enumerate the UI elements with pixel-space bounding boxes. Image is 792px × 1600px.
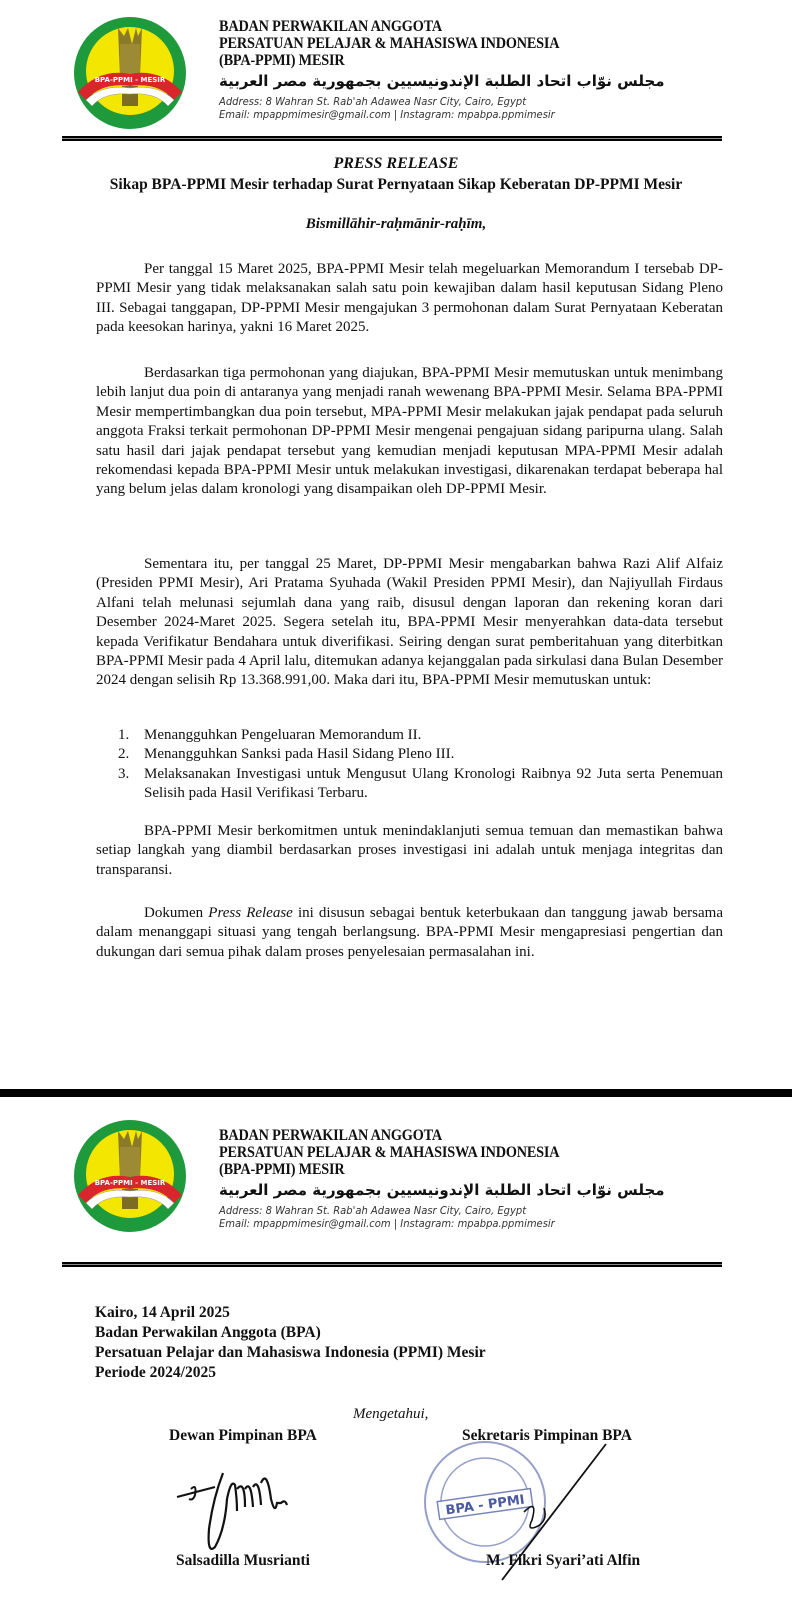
paragraph-5-text: ini disusun sebagai bentuk keterbukaan dan tanggung jawab bersama dalam menanggapi situasi yang tengah berlangsung. BPA-PPMI Mesir mengapresiasi pengertian dan dukungan dari semua pihak dalam proses penyelesaian permasalahan ini. bbox=[96, 905, 724, 960]
organization-logo-icon bbox=[70, 1117, 190, 1235]
paragraph-3: Sementara itu, per tanggal 25 Maret, DP-PPMI Mesir mengabarkan bahwa Razi Alif Alfaiz (Presiden PPMI Mesir), Ari Pratama Syuhada (Wakil Presiden PPMI Mesir), dan Najiyullah Firdaus Alfani telah melunasi sejumlah dana yang raib, disusul dengan laporan dan rekening koran dari Desember 2024-Maret 2025. Segera setelah itu, BPA-PPMI Mesir menyerahkan data-data tersebut kepada Verifikatur Bendahara untuk diverifikasi. Seiring dengan surat pemberitahuan yang diterbitkan BPA-PPMI Mesir pada 4 April lalu, ditemukan adanya kejanggalan pada sirkulasi dana Bulan Desember 2024 dengan selisih Rp 13.368.991,00. Maka dari itu, BPA-PPMI Mesir memutuskan untuk: bbox=[96, 556, 723, 689]
paragraph-4: BPA-PPMI Mesir berkomitmen untuk menindaklanjuti semua temuan dan memastikan bahwa setiap langkah yang diambil berdasarkan proses investigasi ini adalah untuk menjaga integritas dan transparansi. bbox=[96, 823, 723, 878]
letterhead-org-line-2: PERSATUAN PELAJAR & MAHASISWA INDONESIA bbox=[219, 1144, 560, 1161]
signatory-name-right: M. Fikri Syari’ati Alfin bbox=[486, 1552, 641, 1569]
closing-period: Periode 2024/2025 bbox=[95, 1364, 216, 1381]
closing-org: Badan Perwakilan Anggota (BPA) bbox=[95, 1324, 321, 1341]
signatory-title-right: Sekretaris Pimpinan BPA bbox=[462, 1427, 632, 1444]
press-release-title: PRESS RELEASE bbox=[333, 155, 459, 172]
paragraph-2: Berdasarkan tiga permohonan yang diajukan, BPA-PPMI Mesir memutuskan untuk menimbang lebih lanjut dua poin di antaranya yang menjadi ranah wewenang BPA-PPMI Mesir. Selama BPA-PPMI Mesir mempertimbangkan dua poin tersebut, MPA-PPMI Mesir melakukan jajak pendapat pada seluruh anggota Fraksi terkait permohonan DP-PPMI Mesir mengenai pengajuan sidang paripurna ulang. Salah satu hasil dari jajak pendapat tersebut yang kemudian menjadi keputusan MPA-PPMI Mesir adalah rekomendasi kepada BPA-PPMI Mesir untuk melakukan investigasi, dikarenakan terdapat beberapa hal yang belum jelas dalam kronologi yang disampaikan oleh DP-PPMI Mesir. bbox=[96, 365, 723, 498]
paragraph-1: Per tanggal 15 Maret 2025, BPA-PPMI Mesir telah megeluarkan Memorandum I tersebab DP-PPMI Mesir yang tidak melaksanakan salah satu poin kewajiban dalam hasil keputusan Sidang Pleno III. Sebagai tanggapan, DP-PPMI Mesir mengajukan 3 permohonan dalam Surat Pernyataan Keberatan pada keesokan harinya, yakni 16 Maret 2025. bbox=[96, 261, 723, 336]
letterhead-arabic-name: مجلس نوّاب اتحاد الطلبة الإندونيسيين بجمهورية مصر العربية bbox=[219, 1181, 665, 1199]
signatory-title-left: Dewan Pimpinan BPA bbox=[169, 1427, 317, 1444]
paragraph-5 bbox=[96, 904, 723, 962]
letterhead-address: Address: 8 Wahran St. Rab'ah Adawea Nasr City, Cairo, Egypt bbox=[219, 96, 527, 108]
document-page-2 bbox=[0, 1097, 792, 1600]
decision-item bbox=[96, 765, 723, 804]
basmalah: Bismillāhir-raḥmānir-raḥīm, bbox=[305, 216, 487, 232]
letterhead-divider bbox=[62, 1262, 722, 1267]
press-release-subtitle: Sikap BPA-PPMI Mesir terhadap Surat Pernyataan Sikap Keberatan DP-PPMI Mesir bbox=[109, 176, 683, 193]
decision-number: 1. bbox=[118, 727, 130, 743]
decision-list bbox=[96, 726, 723, 804]
signature-left-icon bbox=[175, 1459, 325, 1559]
letterhead-divider bbox=[62, 136, 722, 141]
paragraph-5-text: Dokumen bbox=[144, 905, 209, 921]
organization-logo-icon bbox=[70, 14, 190, 132]
closing-place-date: Kairo, 14 April 2025 bbox=[95, 1304, 230, 1321]
letterhead-address: Address: 8 Wahran St. Rab'ah Adawea Nasr City, Cairo, Egypt bbox=[219, 1205, 527, 1217]
letterhead bbox=[0, 0, 792, 140]
decision-item bbox=[96, 745, 723, 764]
decision-text: Melaksanakan Investigasi untuk Mengusut Ulang Kronologi Raibnya 92 Juta serta Penemuan Selisih pada Hasil Verifikasi Terbaru. bbox=[144, 765, 723, 802]
letterhead bbox=[0, 1097, 792, 1237]
decision-text: Menangguhkan Pengeluaran Memorandum II. bbox=[144, 727, 422, 743]
letterhead-org-line-2: PERSATUAN PELAJAR & MAHASISWA INDONESIA bbox=[219, 35, 560, 52]
letterhead-arabic-name: مجلس نوّاب اتحاد الطلبة الإندونيسيين بجمهورية مصر العربية bbox=[219, 72, 665, 90]
letterhead-org-line-3: (BPA-PPMI) MESIR bbox=[219, 52, 345, 69]
closing-block bbox=[95, 1303, 486, 1383]
letterhead-contact: Email: mpappmimesir@gmail.com | Instagram: mpabpa.ppmimesir bbox=[219, 1218, 555, 1230]
letterhead-org-line-3: (BPA-PPMI) MESIR bbox=[219, 1161, 345, 1178]
closing-org-full: Persatuan Pelajar dan Mahasiswa Indonesia (PPMI) Mesir bbox=[95, 1344, 486, 1361]
decision-number: 2. bbox=[118, 746, 130, 763]
letterhead-org-line-1: BADAN PERWAKILAN ANGGOTA bbox=[219, 1127, 442, 1144]
acknowledged-label: Mengetahui, bbox=[353, 1406, 429, 1422]
svg-text:BPA-PPMI - MESIR: BPA-PPMI - MESIR bbox=[94, 1179, 166, 1187]
decision-text: Menangguhkan Sanksi pada Hasil Sidang Pleno III. bbox=[144, 746, 455, 763]
letterhead-org-line-1: BADAN PERWAKILAN ANGGOTA bbox=[219, 18, 442, 35]
svg-text:BPA-PPMI - MESIR: BPA-PPMI - MESIR bbox=[94, 76, 166, 84]
signatory-name-left: Salsadilla Musrianti bbox=[176, 1552, 310, 1569]
decision-number: 3. bbox=[118, 765, 130, 782]
decision-item bbox=[96, 726, 723, 745]
letterhead-contact: Email: mpappmimesir@gmail.com | Instagram: mpabpa.ppmimesir bbox=[219, 109, 555, 121]
svg-text:BPA - PPMI: BPA - PPMI bbox=[444, 1492, 526, 1519]
paragraph-5-italic: Press Release bbox=[208, 905, 293, 921]
page-separator bbox=[0, 1089, 792, 1097]
